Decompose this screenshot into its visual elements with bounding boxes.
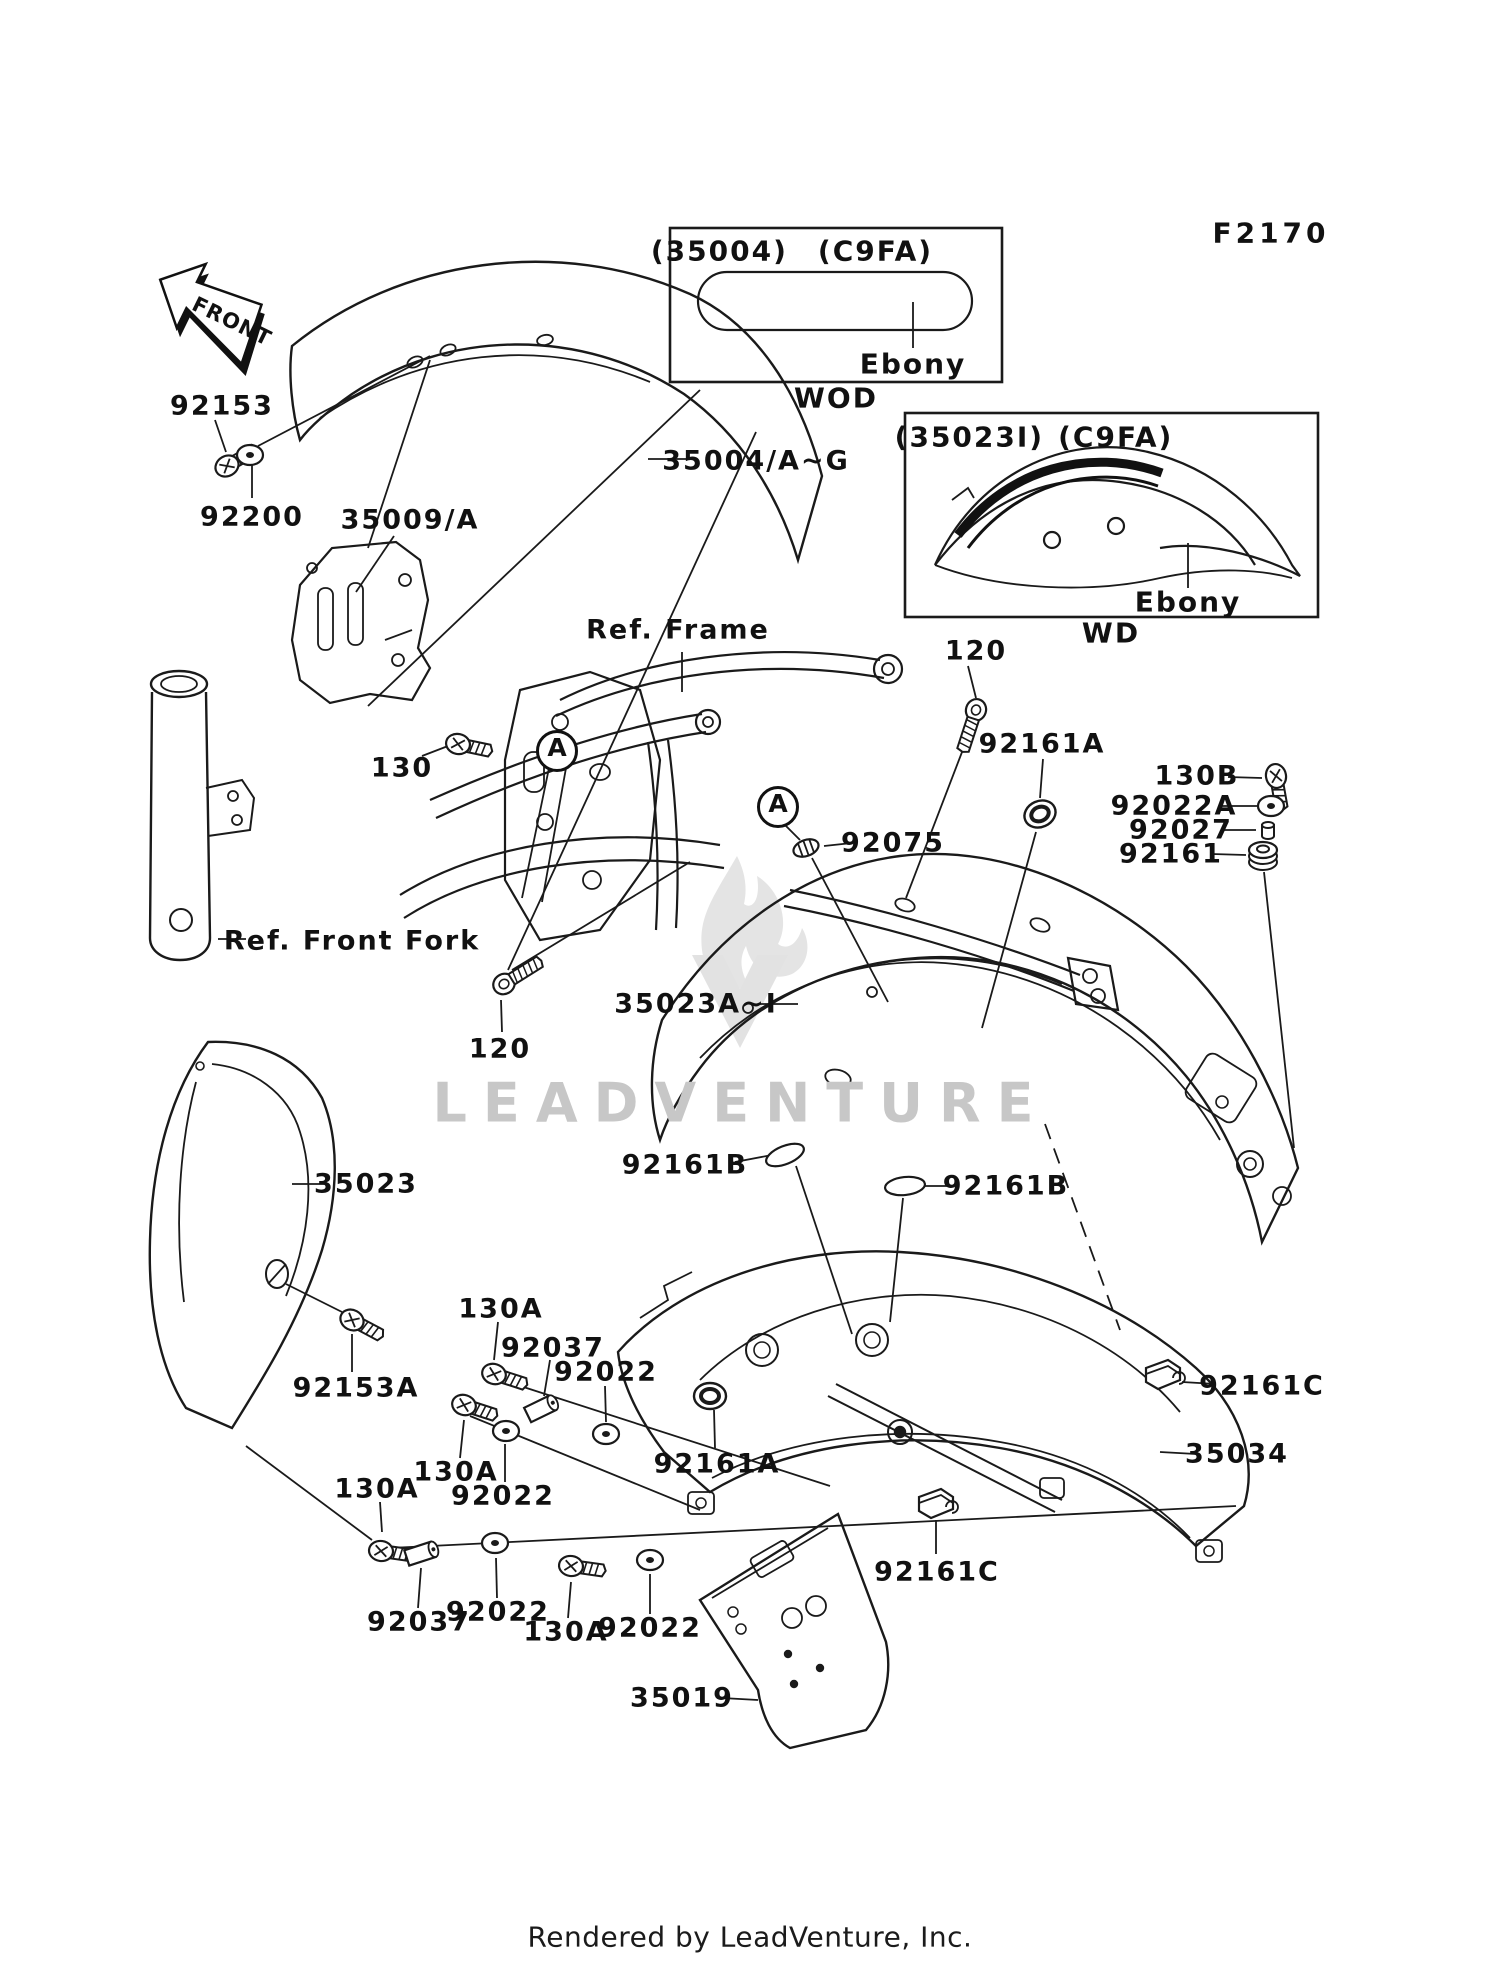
part-label-92037: 92037 bbox=[367, 1606, 471, 1638]
spacer-92037-1-icon bbox=[524, 1394, 560, 1423]
inset2-variant: WD bbox=[1081, 616, 1141, 650]
inset1-color-code: (C9FA) bbox=[817, 234, 934, 268]
washer-92022a-icon bbox=[1258, 796, 1284, 816]
part-label-130b: 130B bbox=[1154, 760, 1240, 792]
screw-130a-4-icon bbox=[558, 1554, 607, 1580]
part-label-92075: 92075 bbox=[841, 827, 945, 859]
washer-92022-4-icon bbox=[637, 1550, 663, 1570]
inset2-header bbox=[895, 421, 1174, 454]
part-label-35004-a-g: 35004/A~G bbox=[662, 445, 850, 477]
grommet-92161a-bottom-icon bbox=[694, 1383, 726, 1409]
damper-92075-icon bbox=[791, 836, 821, 860]
part-label-92037: 92037 bbox=[501, 1332, 605, 1364]
part-label-92153a: 92153A bbox=[292, 1372, 420, 1404]
part-label-92161c: 92161C bbox=[874, 1556, 1000, 1588]
part-label-35019: 35019 bbox=[630, 1682, 734, 1714]
inset1-variant: WOD bbox=[794, 381, 878, 415]
clip-92161c-middle-icon bbox=[919, 1489, 958, 1518]
part-label-130a: 130A bbox=[458, 1293, 544, 1325]
part-label-92027: 92027 bbox=[1129, 814, 1233, 846]
bolt-120-left-icon bbox=[489, 952, 546, 998]
ref-marker-a: A bbox=[536, 730, 578, 772]
grommet-92161-icon bbox=[1249, 842, 1277, 870]
part-label-92161a: 92161A bbox=[978, 728, 1106, 760]
screw-130-icon bbox=[444, 732, 494, 761]
part-label-35009-a: 35009/A bbox=[340, 504, 480, 536]
inset1-header bbox=[651, 235, 933, 268]
part-label-35023a-i: 35023A~I bbox=[614, 988, 778, 1020]
washer-92200-icon bbox=[237, 445, 263, 465]
part-label-35023: 35023 bbox=[314, 1168, 418, 1200]
part-label-ref-front-fork: Ref. Front Fork bbox=[223, 925, 481, 957]
screw-130a-2-icon bbox=[449, 1392, 500, 1426]
pad-92161b-left-icon bbox=[763, 1139, 807, 1171]
part-label-92022a: 92022A bbox=[1110, 790, 1238, 822]
inset1-part-number: (35004) bbox=[650, 234, 788, 268]
collar-92027-icon bbox=[1262, 822, 1274, 839]
part-label-92022: 92022 bbox=[554, 1356, 658, 1388]
pad-92161b-right-icon bbox=[884, 1175, 926, 1197]
watermark-text: LEADVENTURE bbox=[432, 1071, 1050, 1135]
footer-credit: Rendered by LeadVenture, Inc. bbox=[527, 1920, 973, 1954]
screw-130a-1-icon bbox=[479, 1361, 530, 1395]
part-label-130a: 130A bbox=[523, 1616, 609, 1648]
front-arrow-label: FRONT bbox=[188, 291, 276, 351]
bolt-120-right-icon bbox=[953, 696, 989, 754]
washer-92022-1-icon bbox=[593, 1424, 619, 1444]
spacer-92037-2-icon bbox=[404, 1540, 440, 1565]
clip-92161c-right-icon bbox=[1146, 1360, 1185, 1389]
inset1-color-name: Ebony bbox=[859, 347, 967, 381]
part-label-92161b: 92161B bbox=[621, 1149, 749, 1181]
mud-flap-art bbox=[700, 1514, 888, 1748]
part-label-92161b: 92161B bbox=[942, 1170, 1070, 1202]
part-label-ref-frame: Ref. Frame bbox=[586, 614, 770, 646]
part-label-92161: 92161 bbox=[1119, 838, 1223, 870]
part-label-92022: 92022 bbox=[446, 1596, 550, 1628]
fender-bracket-art bbox=[292, 542, 430, 703]
part-label-120: 120 bbox=[468, 1033, 532, 1065]
part-label-92161c: 92161C bbox=[1199, 1370, 1325, 1402]
part-label-92022: 92022 bbox=[451, 1480, 555, 1512]
inset2-color-code: (C9FA) bbox=[1058, 420, 1174, 454]
screw-92153a-icon bbox=[337, 1306, 388, 1346]
part-label-92161a: 92161A bbox=[653, 1448, 781, 1480]
inset2-part-number: (35023I) bbox=[894, 420, 1045, 454]
part-label-130a: 130A bbox=[413, 1456, 499, 1488]
part-label-120: 120 bbox=[944, 635, 1008, 667]
figure-code: F2170 bbox=[1212, 216, 1330, 250]
washer-92022-2-icon bbox=[493, 1421, 519, 1441]
part-label-35034: 35034 bbox=[1185, 1438, 1289, 1470]
grommet-92161a-top-icon bbox=[1020, 796, 1060, 833]
ref-marker-a: A bbox=[757, 786, 799, 828]
part-label-130: 130 bbox=[370, 752, 434, 784]
part-label-92200: 92200 bbox=[200, 501, 304, 533]
part-label-92153: 92153 bbox=[170, 390, 274, 422]
inset2-color-name: Ebony bbox=[1134, 585, 1242, 619]
front-fork-art bbox=[150, 671, 254, 960]
side-fender-art bbox=[150, 1042, 335, 1428]
washer-92022-3-icon bbox=[482, 1533, 508, 1553]
part-label-92022: 92022 bbox=[598, 1612, 702, 1644]
part-label-130a: 130A bbox=[334, 1473, 420, 1505]
front-arrow bbox=[139, 249, 288, 379]
